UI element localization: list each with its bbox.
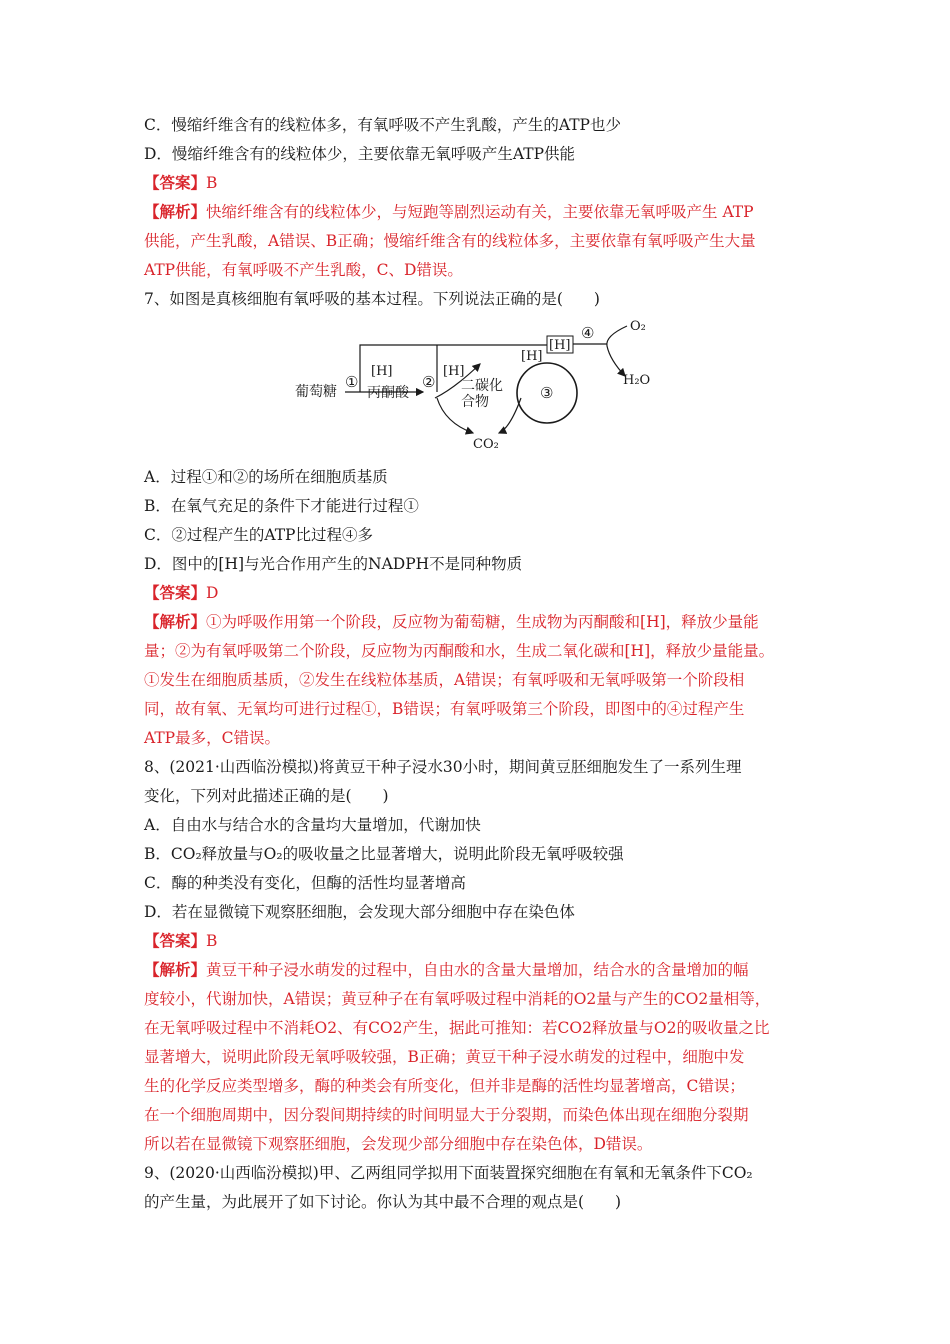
analysis-label: 【解析】 bbox=[144, 202, 207, 221]
compound-label-line-2: 合物 bbox=[461, 394, 489, 410]
step-1-label: ① bbox=[345, 373, 359, 391]
q8-analysis-line-5: 生的化学反应类型增多，酶的种类会有所变化，但并非是酶的活性均显著增高，C错误； bbox=[144, 1077, 745, 1095]
analysis-label: 【解析】 bbox=[144, 612, 207, 631]
co2-label: CO₂ bbox=[473, 437, 499, 452]
o2-label: O₂ bbox=[630, 319, 646, 334]
answer-label: 【答案】 bbox=[144, 931, 207, 950]
h-label-4: [H] bbox=[549, 338, 571, 353]
q6-analysis-line-1: 【解析】快缩纤维含有的线粒体少，与短跑等剧烈运动有关，主要依靠无氧呼吸产生 ATP bbox=[144, 202, 754, 221]
cycle-to-co2-arrow bbox=[499, 398, 521, 433]
answer-value: B bbox=[206, 932, 218, 950]
h-label-3: [H] bbox=[521, 349, 543, 364]
answer-label: 【答案】 bbox=[144, 173, 207, 192]
o2-to-h2o-arrow bbox=[607, 326, 627, 376]
respiration-diagram bbox=[285, 318, 675, 458]
q8-analysis-line-1: 【解析】黄豆干种子浸水萌发的过程中，自由水的含量大量增加，结合水的含量增加的幅 bbox=[144, 960, 749, 979]
h2o-label: H₂O bbox=[623, 373, 651, 388]
q7-analysis-line-5: ATP最多，C错误。 bbox=[144, 729, 280, 747]
answer-value: D bbox=[206, 584, 219, 602]
q7-analysis-line-1: 【解析】①为呼吸作用第一个阶段，反应物为葡萄糖，生成物为丙酮酸和[H]，释放少量能 bbox=[144, 612, 759, 631]
q7-analysis-line-2: 量；②为有氧呼吸第二个阶段，反应物为丙酮酸和水，生成二氧化碳和[H]，释放少量能量。 bbox=[144, 642, 775, 660]
q7-analysis-line-3: ①发生在细胞质基质，②发生在线粒体基质，A错误；有氧呼吸和无氧呼吸第一个阶段相 bbox=[144, 671, 745, 689]
answer-label: 【答案】 bbox=[144, 583, 207, 602]
q8-answer bbox=[144, 930, 217, 952]
q7-option-a: A．过程①和②的场所在细胞质基质 bbox=[144, 468, 388, 486]
q7-answer bbox=[144, 582, 218, 604]
q8-analysis-line-6: 在一个细胞周期中，因分裂间期持续的时间明显大于分裂期，而染色体出现在细胞分裂期 bbox=[144, 1106, 749, 1124]
q7-analysis-line-4: 同，故有氧、无氧均可进行过程①，B错误；有氧呼吸第三个阶段，即图中的④过程产生 bbox=[144, 700, 745, 718]
q8-analysis-line-2: 度较小，代谢加快，A错误；黄豆种子在有氧呼吸过程中消耗的O2量与产生的CO2量相等， bbox=[144, 990, 771, 1008]
q8-analysis-line-3: 在无氧呼吸过程中不消耗O2、有CO2产生，据此可推知：若CO2释放量与O2的吸收量之比 bbox=[144, 1019, 770, 1037]
q8-analysis-line-4: 显著增大，说明此阶段无氧呼吸较强，B正确；黄豆干种子浸水萌发的过程中，细胞中发 bbox=[144, 1048, 745, 1066]
h-label-1: [H] bbox=[371, 364, 393, 379]
compound-label-line-1: 二碳化 bbox=[461, 378, 503, 394]
pyruvate-label: 丙酮酸 bbox=[367, 385, 409, 401]
q6-answer bbox=[144, 172, 217, 194]
q6-option-d: D．慢缩纤维含有的线粒体少，主要依靠无氧呼吸产生ATP供能 bbox=[144, 145, 576, 163]
q7-stem: 7、如图是真核细胞有氧呼吸的基本过程。下列说法正确的是( ) bbox=[144, 290, 600, 308]
h-label-2: [H] bbox=[443, 364, 465, 379]
step-4-label: ④ bbox=[581, 324, 595, 342]
q6-analysis-line-2: 供能，产生乳酸，A错误、B正确；慢缩纤维含有的线粒体多，主要依靠有氧呼吸产生大量 bbox=[144, 232, 756, 250]
answer-value: B bbox=[206, 174, 218, 192]
q8-option-c: C．酶的种类没有变化，但酶的活性均显著增高 bbox=[144, 874, 466, 892]
q8-option-b: B．CO₂释放量与O₂的吸收量之比显著增大，说明此阶段无氧呼吸较强 bbox=[144, 845, 624, 863]
q8-stem-line-2: 变化，下列对此描述正确的是( ) bbox=[144, 787, 389, 805]
analysis-label: 【解析】 bbox=[144, 960, 207, 979]
q6-analysis-line-3: ATP供能，有氧呼吸不产生乳酸，C、D错误。 bbox=[144, 261, 463, 279]
glucose-label: 葡萄糖 bbox=[295, 384, 337, 400]
q9-stem-line-1: 9、(2020·山西临汾模拟)甲、乙两组同学拟用下面装置探究细胞在有氧和无氧条件下CO₂ bbox=[144, 1164, 753, 1182]
q8-analysis-line-7: 所以若在显微镜下观察胚细胞，会发现少部分细胞中存在染色体，D错误。 bbox=[144, 1135, 653, 1153]
q7-option-b: B．在氧气充足的条件下才能进行过程① bbox=[144, 497, 419, 515]
q9-stem-line-2: 的产生量，为此展开了如下讨论。你认为其中最不合理的观点是( ) bbox=[144, 1193, 622, 1211]
q7-option-d: D．图中的[H]与光合作用产生的NADPH不是同种物质 bbox=[144, 555, 523, 573]
q7-option-c: C．②过程产生的ATP比过程④多 bbox=[144, 526, 373, 544]
q8-option-a: A．自由水与结合水的含量均大量增加，代谢加快 bbox=[144, 816, 481, 834]
q8-stem-line-1: 8、(2021·山西临汾模拟)将黄豆干种子浸水30小时，期间黄豆胚细胞发生了一系列生理 bbox=[144, 758, 742, 776]
step-2-label: ② bbox=[422, 373, 436, 391]
step-3-label: ③ bbox=[540, 384, 554, 402]
q8-option-d: D．若在显微镜下观察胚细胞，会发现大部分细胞中存在染色体 bbox=[144, 903, 575, 921]
q6-option-c: C．慢缩纤维含有的线粒体多，有氧呼吸不产生乳酸，产生的ATP也少 bbox=[144, 116, 621, 134]
